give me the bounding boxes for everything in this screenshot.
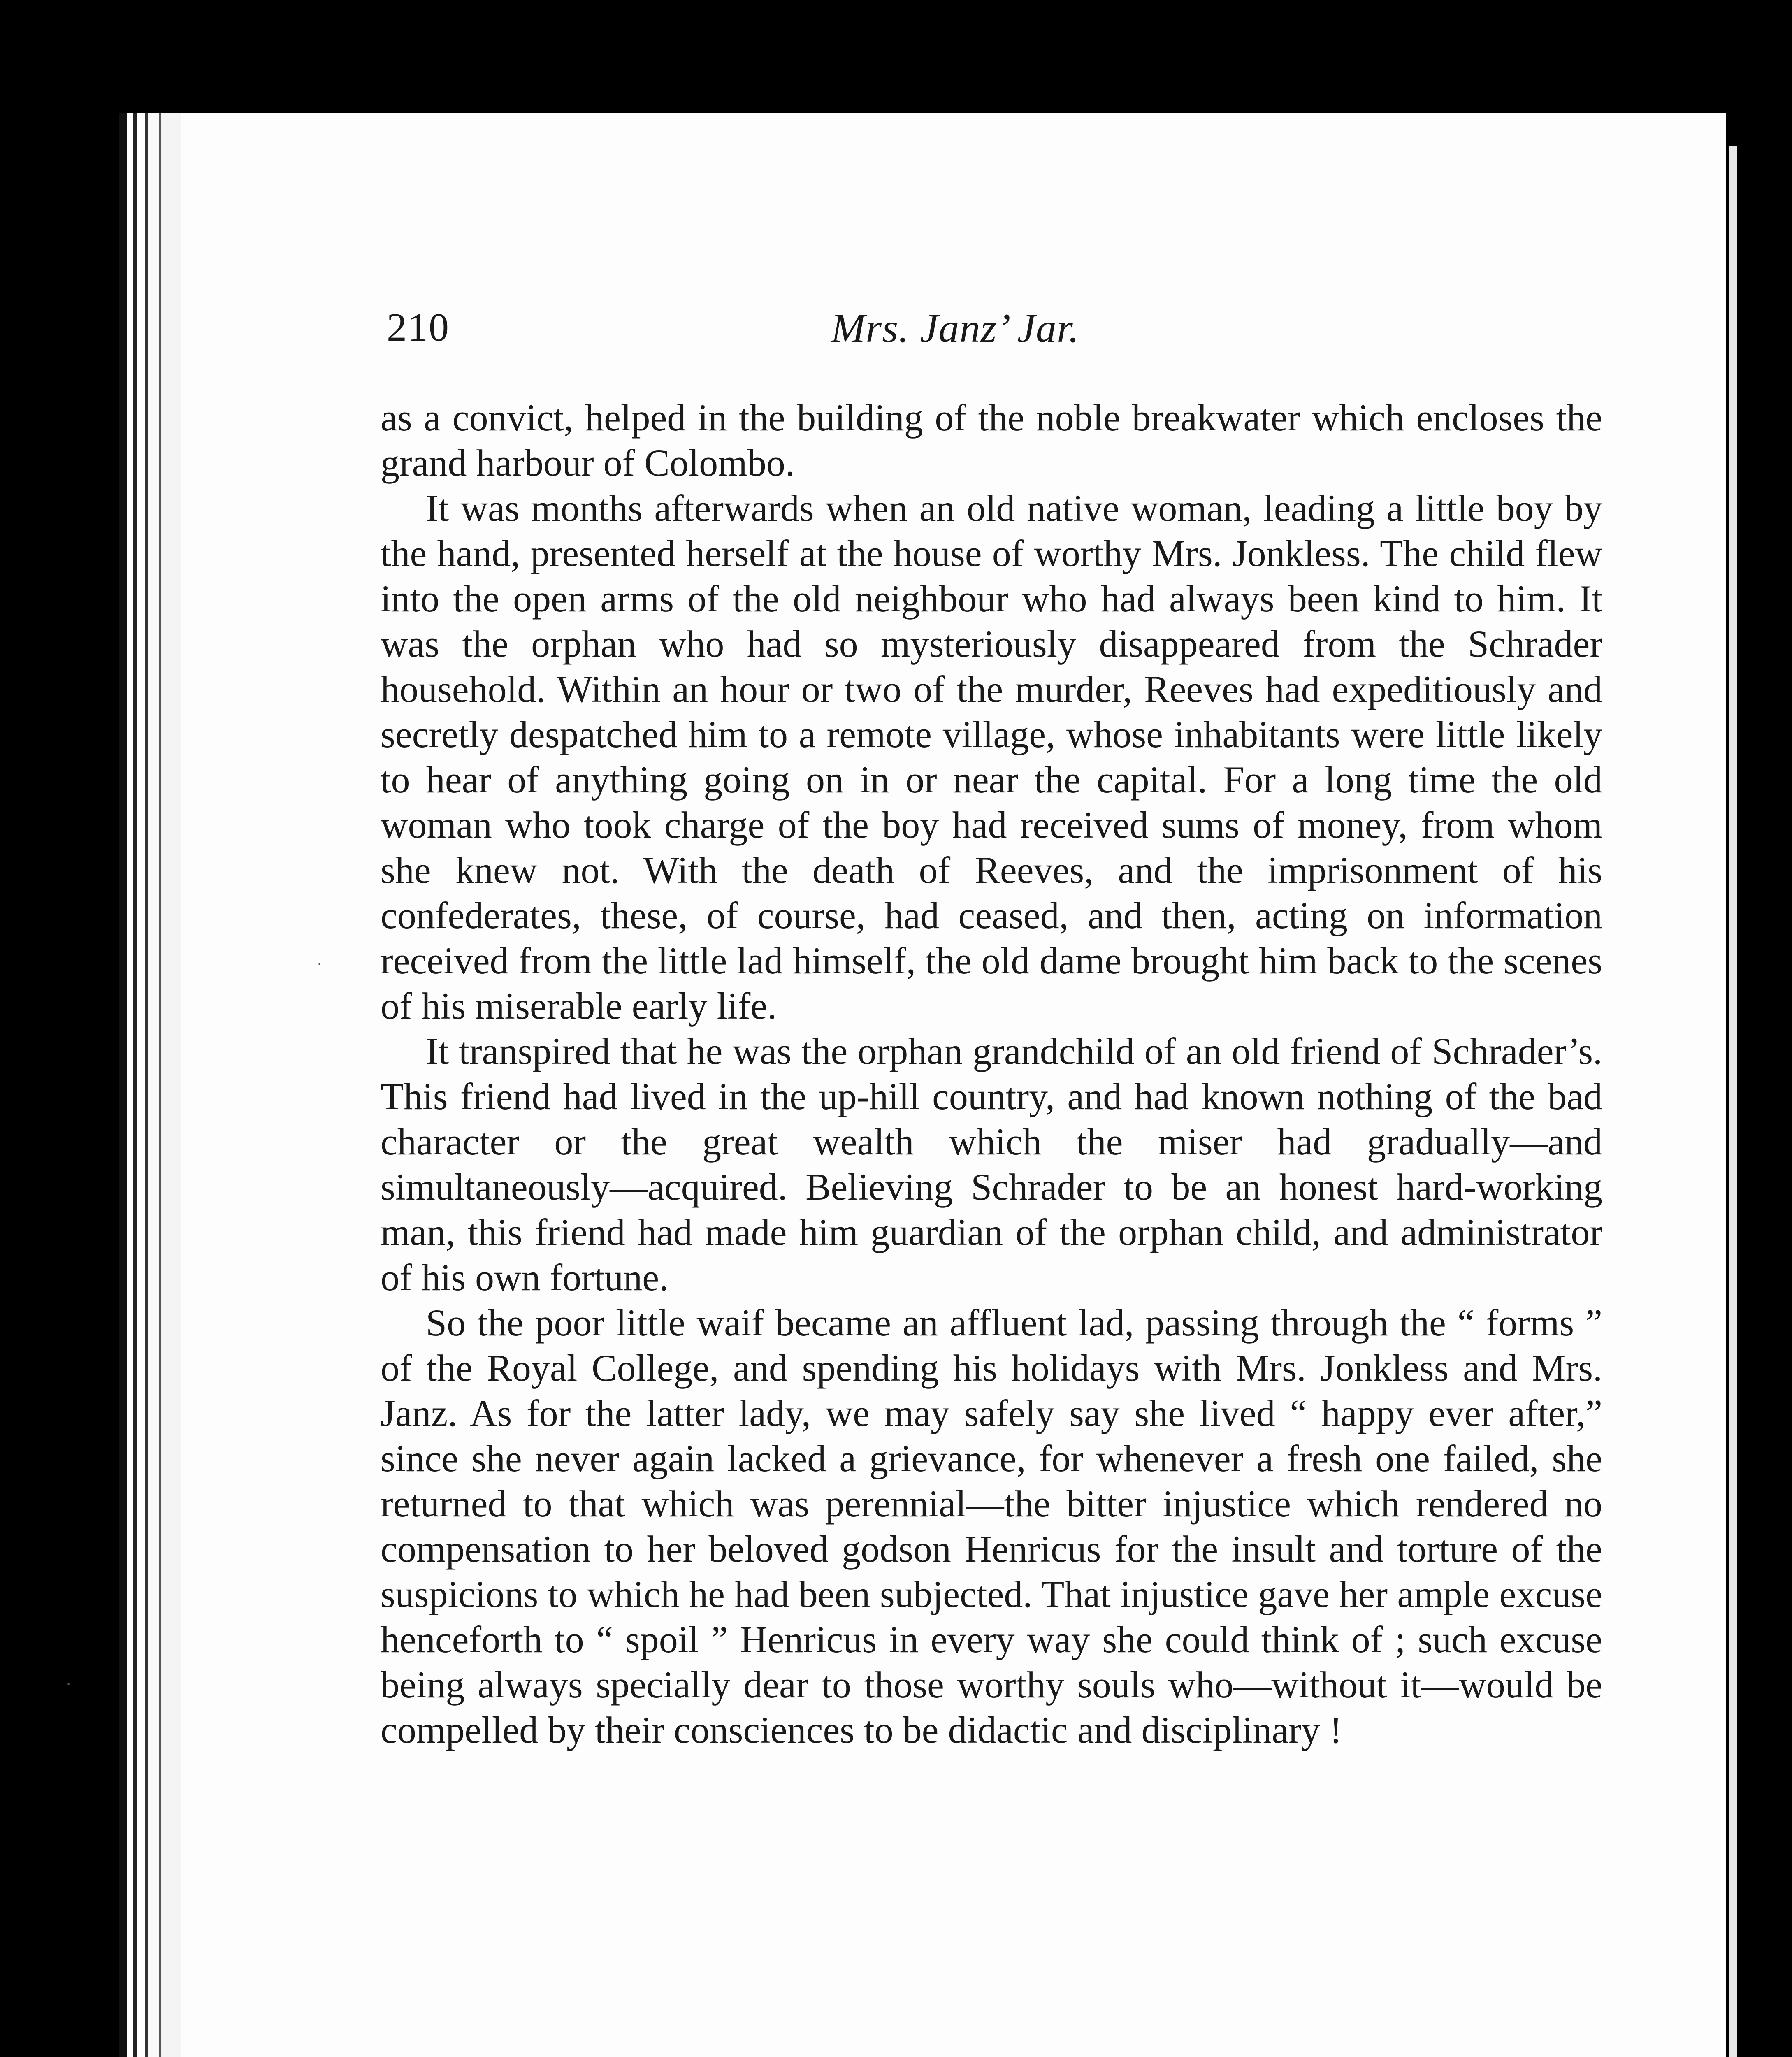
page-edge-line [1729,146,1737,2057]
paragraph-continued: as a convict, helped in the building of the noble breakwater which encloses the grand harbour of Colombo. [381,397,1602,484]
page-number: 210 [387,305,450,350]
stray-mark: · [317,955,323,973]
paragraph: It was months afterwards when an old native woman, leading a little boy by the hand, presented herself at the house of worthy Mrs. Jonkless. The child flew into the open arms of the old neighbour who had always been kind to him. It was the orphan who had so mysteriously disappeared from the Schrader household. Within an hour or two of the murder, Reeves had expeditiously and secretly despatched him to a remote village, whose inhabitants were little likely to hear of anything going on in or near the capital. For a long time the old woman who took charge of the boy had received sums of money, from whom she knew not. With the death of Reeves, and the imprisonment of his confederates, these, of course, had ceased, and then, acting on information received from the little lad himself, the old dame brought him back to the scenes of his miserable early life. [381,487,1602,1027]
running-head [387,304,1600,358]
facing-page-edge [1726,113,1792,2057]
body-text [381,395,1602,1753]
paragraph: So the poor little waif became an affluent lad, passing through the “ forms ” of the Royal College, and spending his holidays with Mrs. Jonkless and Mrs. Janz. As for the latter lady, we may safely say she lived “ happy ever after,” since she never again lacked a grievance, for whenever a fresh one failed, she returned to that which was perennial—the bitter injustice which rendered no compensation to her beloved godson Henricus for the insult and torture of the suspicions to which he had been subjected. That injustice gave her ample excuse henceforth to “ spoil ” Henricus in every way she could think of ; such excuse being always specially dear to those worthy souls who—without it—would be compelled by their consciences to be didactic and disciplinary ! [381,1302,1602,1751]
book-gutter [119,113,181,2057]
stray-mark: · [66,1675,72,1693]
paragraph: It transpired that he was the orphan grandchild of an old friend of Schrader’s. This friend had lived in the up-hill country, and had known nothing of the bad character or the great wealth which the miser had gradually—and simultaneously—acquired. Believing Schrader to be an honest hard-working man, this friend had made him guardian of the orphan child, and administrator of his own fortune. [381,1030,1602,1298]
running-title: Mrs. Janz’ Jar. [831,305,1079,351]
